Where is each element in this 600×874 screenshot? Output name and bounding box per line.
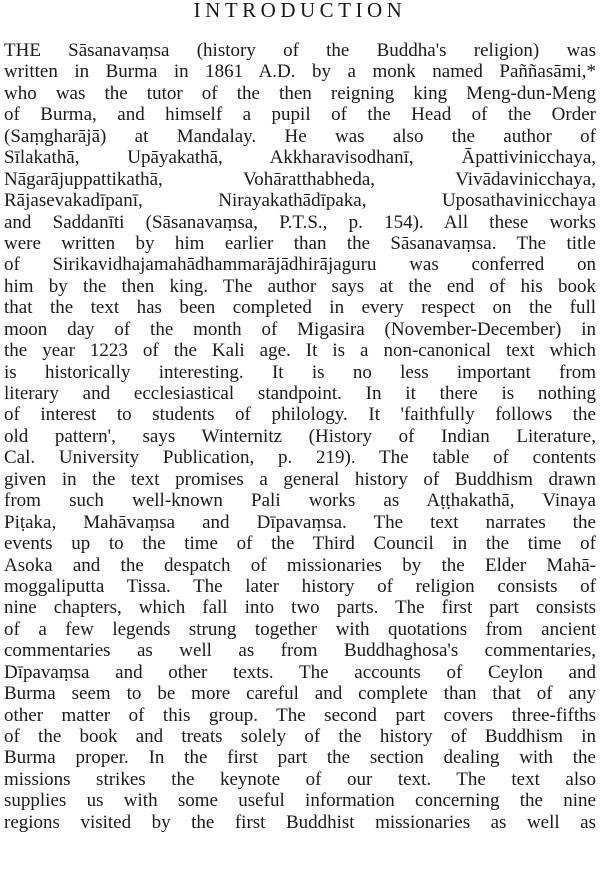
text-line: is historically interesting. It is no less important from [4,361,596,383]
text-line: were written by him earlier than the Sāsanavaṃsa. The title [4,232,596,254]
text-line: THE Sāsanavaṃsa (history of the Buddha's religion) was [4,40,596,61]
text-line: of a few legends strung together with quotations from ancient [4,618,596,640]
text-line: regions visited by the first Buddhist missionaries as well as [4,811,596,833]
text-line: supplies us with some useful information concerning the nine [4,790,596,812]
text-line: moon day of the month of Migasira (November-December) in [4,318,596,340]
page-heading: INTRODUCTION [193,0,407,22]
text-line: Burma proper. In the first part the section dealing with the [4,747,596,769]
text-line: the year 1223 of the Kali age. It is a non-canonical text which [4,340,596,362]
page [4,0,596,874]
text-line: Rājasevakadīpanī, Nirayakathādīpaka, Uposathavinicchaya [4,190,596,212]
text-line: that the text has been completed in every respect on the full [4,297,596,319]
text-line: old pattern', says Winternitz (History of Indian Literature, [4,425,596,447]
text-line: Piṭaka, Mahāvaṃsa and Dīpavaṃsa. The text narrates the [4,511,596,533]
text-line: of interest to students of philology. It 'faithfully follows the [4,404,596,426]
text-line: who was the tutor of the then reigning king Meng-dun-Meng [4,82,596,104]
text-line: and Saddanīti (Sāsanavaṃsa, P.T.S., p. 154). All these works [4,211,596,233]
text-line: written in Burma in 1861 A.D. by a monk named Paññasāmi,* [4,61,596,83]
text-line: of Burma, and himself a pupil of the Head of the Order [4,104,596,126]
text-line: (Saṃgharājā) at Mandalay. He was also the author of [4,125,596,147]
text-line: missions strikes the keynote of our text. The text also [4,768,596,790]
text-line: events up to the time of the Third Council in the time of [4,533,596,555]
text-line: nine chapters, which fall into two parts. The first part consists [4,597,596,619]
text-line: him by the then king. The author says at the end of his book [4,275,596,297]
text-line: commentaries as well as from Buddhaghosa's commentaries, [4,640,596,662]
text-line: of the book and treats solely of the history of Buddhism in [4,726,596,747]
body-paragraph [4,40,596,833]
text-line: Cal. University Publication, p. 219). The table of contents [4,447,596,469]
text-line: Burma seem to be more careful and complete than that of any [4,683,596,705]
text-line: moggaliputta Tissa. The later history of religion consists of [4,575,596,597]
text-line: from such well-known Pali works as Aṭṭhakathā, Vinaya [4,490,596,512]
text-line: given in the text promises a general history of Buddhism drawn [4,468,596,490]
text-line: of Sirikavidhajamahādhammarājādhirājaguru was conferred on [4,254,596,276]
text-line: other matter of this group. The second part covers three-fifths [4,704,596,726]
text-line: literary and ecclesiastical standpoint. In it there is nothing [4,383,596,404]
text-line: Nāgarājuppattikathā, Vohāratthabheda, Vivādavinicchaya, [4,168,596,190]
text-line: Sīlakathā, Upāyakathā, Akkharavisodhanī, Āpattivinicchaya, [4,147,596,169]
text-line: Asoka and the despatch of missionaries by the Elder Mahā- [4,554,596,576]
text-line: Dīpavaṃsa and other texts. The accounts of Ceylon and [4,661,596,683]
